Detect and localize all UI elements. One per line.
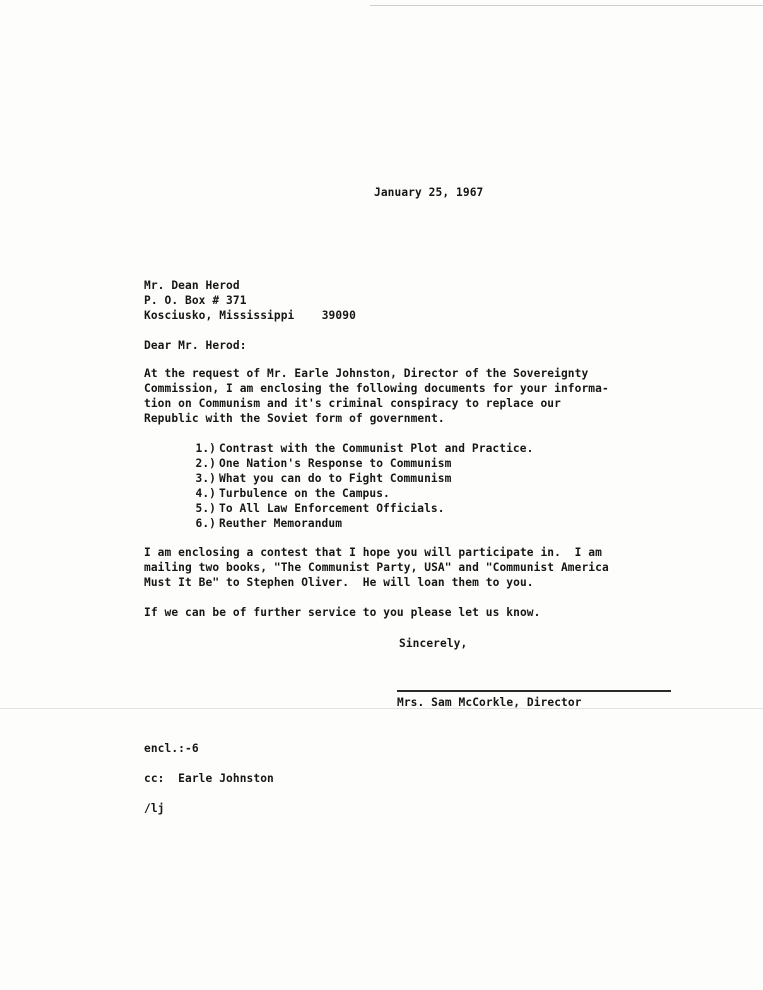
- body-paragraph-1-line: At the request of Mr. Earle Johnston, Director of the Sovereignty: [144, 367, 589, 380]
- typist-initials: /lj: [144, 802, 165, 815]
- enclosure-number: 5.): [195, 502, 216, 515]
- enclosure-item: One Nation's Response to Communism: [219, 457, 452, 470]
- enclosure-number: 6.): [195, 517, 216, 530]
- recipient-city-state-zip: Kosciusko, Mississippi 39090: [144, 309, 356, 322]
- body-paragraph-2-line: Must It Be" to Stephen Oliver. He will loan them to you.: [144, 576, 534, 589]
- body-paragraph-1-line: tion on Communism and it's criminal conspiracy to replace our: [144, 397, 561, 410]
- body-paragraph-2-line: mailing two books, "The Communist Party, USA" and "Communist America: [144, 561, 609, 574]
- body-paragraph-1-line: Commission, I am enclosing the following documents for your informa-: [144, 382, 609, 395]
- carbon-copy: cc: Earle Johnston: [144, 772, 274, 785]
- page-fold-line: [0, 708, 763, 709]
- signature-line: [397, 690, 671, 692]
- body-paragraph-2-line: I am enclosing a contest that I hope you will participate in. I am: [144, 546, 602, 559]
- recipient-box: P. O. Box # 371: [144, 294, 247, 307]
- recipient-name: Mr. Dean Herod: [144, 279, 240, 292]
- enclosure-number: 3.): [195, 472, 216, 485]
- enclosure-item: What you can do to Fight Communism: [219, 472, 452, 485]
- body-paragraph-3: If we can be of further service to you please let us know.: [144, 606, 541, 619]
- enclosure-number: 1.): [195, 442, 216, 455]
- enclosure-number: 2.): [195, 457, 216, 470]
- salutation: Dear Mr. Herod:: [144, 339, 247, 352]
- enclosure-item: Turbulence on the Campus.: [219, 487, 390, 500]
- enclosure-note: encl.:-6: [144, 742, 199, 755]
- page-top-edge: [370, 0, 763, 6]
- letter-date: January 25, 1967: [374, 186, 484, 199]
- closing: Sincerely,: [399, 637, 468, 650]
- enclosure-number: 4.): [195, 487, 216, 500]
- signer-name: Mrs. Sam McCorkle, Director: [397, 696, 582, 709]
- enclosure-item: To All Law Enforcement Officials.: [219, 502, 445, 515]
- enclosure-item: Contrast with the Communist Plot and Practice.: [219, 442, 534, 455]
- body-paragraph-1-line: Republic with the Soviet form of government.: [144, 412, 445, 425]
- enclosure-item: Reuther Memorandum: [219, 517, 343, 530]
